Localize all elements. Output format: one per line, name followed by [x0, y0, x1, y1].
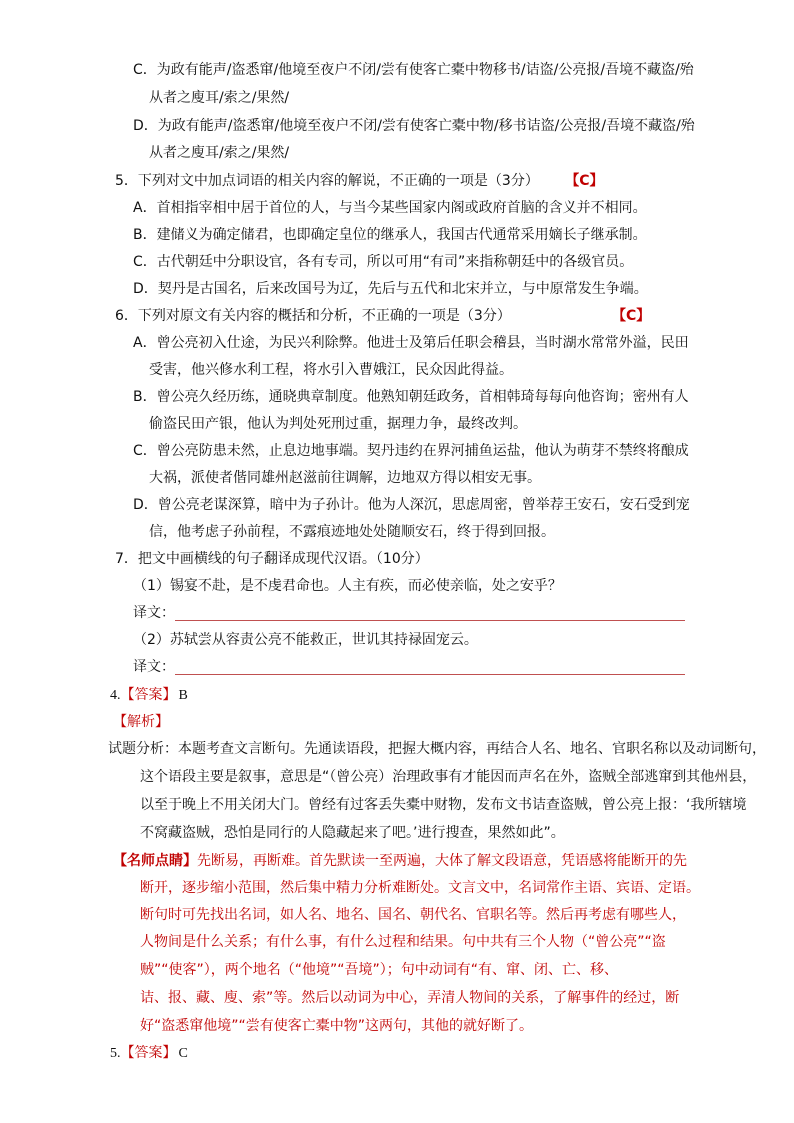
q6-option-c-line2: 大祸，派使者偕同雄州赵滋前往调解，边地双方得以相安无事。 [149, 470, 541, 486]
q4-option-c-line2: 从者之廋耳/索之/果然/ [149, 90, 290, 106]
q6-option-d-line1: D．曾公亮老谋深算，暗中为子孙计。他为人深沉，思虑周密，曾举荐王安石，安石受到宠 [133, 497, 690, 513]
answer-4-label: 【答案】 [120, 687, 177, 703]
q5-stem [115, 171, 604, 191]
q5-option-b: B．建储义为确定储君，也即确定皇位的继承人，我国古代通常采用嫡长子继承制。 [133, 227, 647, 243]
q7-answer-blank-1[interactable] [175, 620, 685, 621]
answer-4-analysis-label: 【解析】 [113, 714, 169, 730]
q6-stem: 6．下列对原文有关内容的概括和分析，不正确的一项是（3分） [115, 308, 511, 324]
q7-sentence-1: （1）锡宴不赴，是不虔君命也。人主有疾，而必使亲临，处之安乎？ [133, 578, 562, 594]
answer-4-value: B [178, 688, 188, 703]
answer-4-analysis-line2: 这个语段主要是叙事，意思是“（曾公亮）治理政事有才能因而声名在外，盗贼全部逃窜到其他州县， [140, 769, 757, 785]
q4-option-d-line1: D．为政有能声/盗悉窜/他境至夜户不闭/尝有使客亡橐中物/移书诘盗/公亮报/吾境不藏盗/殆 [133, 118, 695, 134]
answer-5-value: C [178, 1046, 188, 1061]
q7-sentence-2: （2）苏轼尝从容责公亮不能救正，世讥其持禄固宠云。 [133, 632, 478, 648]
tips-line3: 断句时可先找出名词，如人名、地名、国名、朝代名、官职名等。然后再考虑有哪些人， [140, 907, 686, 923]
q5-answer: 【C】 [565, 173, 604, 189]
tips-line7: 好“盗悉窜他境”“尝有使客亡橐中物”这两句，其他的就好断了。 [140, 1018, 534, 1034]
answer-5-label: 【答案】 [120, 1045, 177, 1061]
q7-answer-blank-2[interactable] [175, 674, 685, 675]
q6-option-b-line1: B．曾公亮久经历练，通晓典章制度。他熟知朝廷政务，首相韩琦每每向他咨询；密州有人 [133, 389, 689, 405]
q7-translate-label-1: 译文： [133, 605, 175, 621]
q7-stem: 7．把文中画横线的句子翻译成现代汉语。（10分） [115, 551, 429, 567]
tips-line4: 人物间是什么关系；有什么事，有什么过程和结果。句中共有三个人物（“曾公亮”“盗 [140, 934, 666, 950]
answer-4-number: 4. [110, 688, 121, 703]
tips-line1 [113, 851, 687, 871]
q5-option-d: D．契丹是古国名，后来改国号为辽，先后与五代和北宋并立，与中原常发生争端。 [133, 281, 648, 297]
q6-option-b-line2: 偷盗民田产银，他认为判处死刑过重，据理力争，最终改判。 [149, 416, 527, 432]
tips-label: 【名师点睛】 [113, 853, 197, 869]
q7-translate-label-2: 译文： [133, 659, 175, 675]
answer-4-analysis-line1: 试题分析：本题考查文言断句。先通读语段，把握大概内容，再结合人名、地名、官职名称以及动词断句， [108, 741, 766, 757]
tips-line5: 贼”“使客”），两个地名（“他境”“吾境”）；句中动词有“有、窜、闭、亡、移、 [140, 962, 619, 978]
q5-option-a: A．首相指宰相中居于首位的人，与当今某些国家内阁或政府首脑的含义并不相同。 [133, 200, 647, 216]
answer-5-number: 5. [110, 1046, 121, 1061]
tips-line6: 诘、报、藏、廋、索”等。然后以动词为中心，弄清人物间的关系，了解事件的经过，断 [140, 990, 680, 1006]
answer-5-heading [110, 1043, 188, 1064]
answer-4-analysis-line3: 以至于晚上不用关闭大门。曾经有过客丢失橐中财物，发布文书诘查盗贼，曾公亮上报：‘我所辖境 [140, 797, 747, 813]
answer-4-analysis-line4: 不窝藏盗贼，恐怕是同行的人隐藏起来了吧。’进行搜查，果然如此”。 [140, 825, 565, 841]
q6-option-a-line2: 受害，他兴修水利工程，将水引入曹娥江，民众因此得益。 [149, 362, 513, 378]
q4-option-d-line2: 从者之廋耳/索之/果然/ [149, 145, 290, 161]
q6-option-d-line2: 信，他考虑子孙前程，不露痕迹地处处随顺安石，终于得到回报。 [149, 524, 555, 540]
q5-stem-text: 5．下列对文中加点词语的相关内容的解说，不正确的一项是（3分） [115, 173, 539, 189]
tips-line2: 断开，逐步缩小范围，然后集中精力分析难断处。文言文中，名词常作主语、宾语、定语。 [140, 880, 700, 896]
q5-option-c: C．古代朝廷中分职设官，各有专司，所以可用“有司”来指称朝廷中的各级官员。 [133, 254, 634, 270]
q6-option-c-line1: C．曾公亮防患未然，止息边地事端。契丹违约在界河捕鱼运盐，他认为萌芽不禁终将酿成 [133, 443, 689, 459]
answer-4-heading [110, 685, 188, 706]
tips-line1-text: 先断易，再断难。首先默读一至两遍，大体了解文段语意，凭语感将能断开的先 [197, 853, 687, 869]
q4-option-c-line1: C．为政有能声/盗悉窜/他境至夜户不闭/尝有使客亡橐中物移书/诘盗/公亮报/吾境不藏盗/殆 [133, 62, 694, 78]
q6-option-a-line1: A．曾公亮初入仕途，为民兴利除弊。他进士及第后任职会稽县，当时湖水常常外溢，民田 [133, 335, 689, 351]
q6-answer: 【C】 [612, 308, 651, 324]
